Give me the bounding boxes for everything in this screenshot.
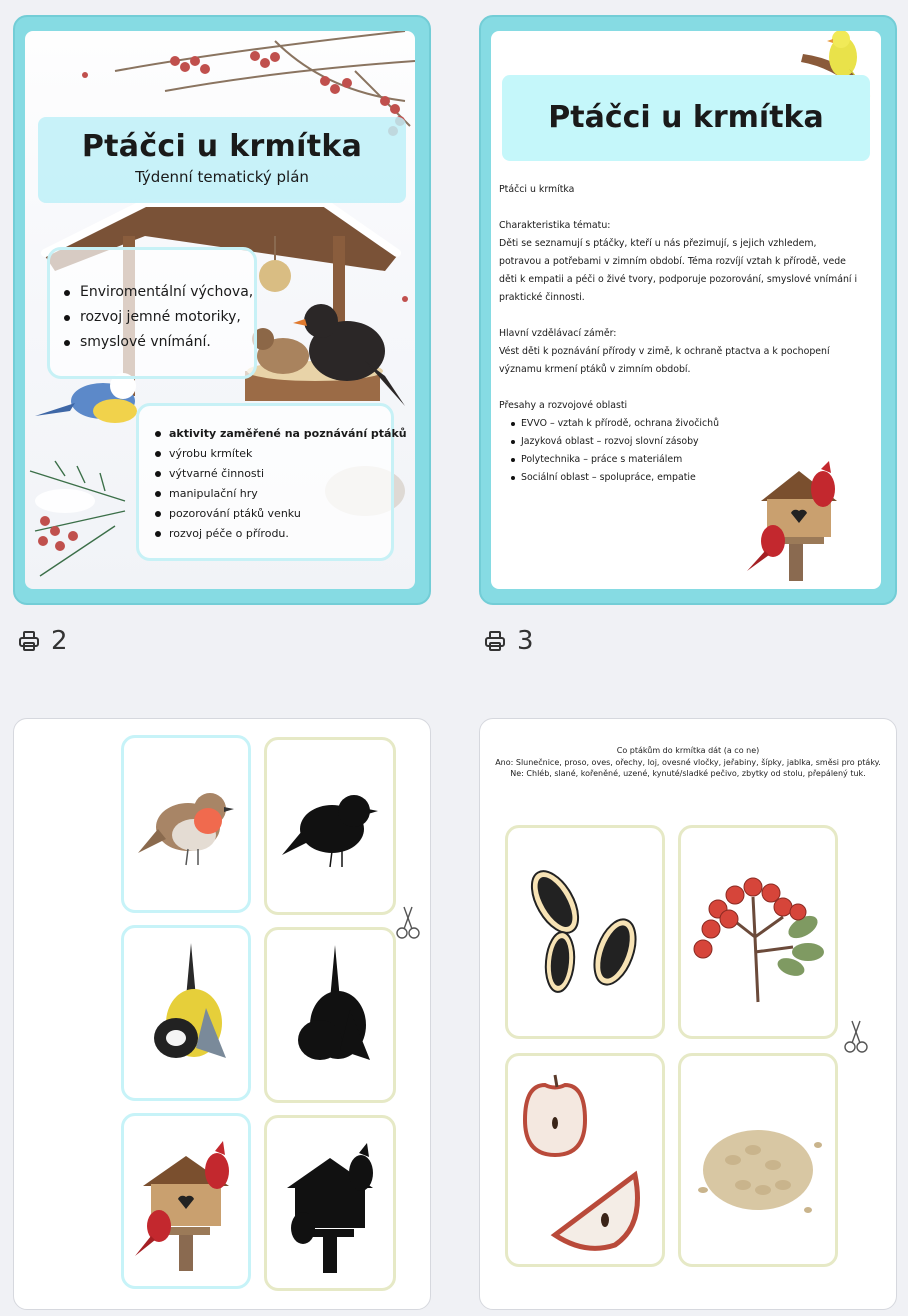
topic-item: Enviromentální výchova, [62,280,254,305]
page-number-3 [483,626,534,656]
char-line: praktické činnosti. [499,292,585,303]
topic-item: smyslové vnímání. [62,330,254,355]
areas-heading: Přesahy a rozvojové oblasti [499,400,628,411]
card-birdhouse-silhouette [264,1115,396,1291]
activity-item: výtvarné činnosti [153,464,391,484]
area-item: EVVO – vztah k přírodě, ochrana živočichů [509,415,873,433]
birdhouse-with-cardinals-icon [739,451,859,581]
area-item: Sociální oblast – spolupráce, empatie [509,469,873,487]
activity-item: rozvoj péče o přírodu. [153,524,391,544]
card-oat-flakes [678,1053,838,1267]
card-great-tit-silhouette [264,927,396,1103]
char-line: Děti se seznamují s ptáčky, kteří u nás přezimují, s jejich vzhledem, [499,238,817,249]
body-title: Ptáčci u krmítka [499,184,575,195]
page-title: Ptáčci u krmítka [81,129,363,164]
card-apple [505,1053,665,1267]
food-heading-line: Ne: Chléb, slané, kořeněné, uzené, kynuté/sladké pečivo, zbytky od stolu, přepálený tuk. [510,769,866,778]
title-box [502,75,870,161]
page-number-label: 2 [51,626,68,656]
apple-icon [515,1065,655,1255]
card-rowan-berries [678,825,838,1039]
page-number-2 [17,626,68,656]
scissors-icon [394,905,422,941]
area-item: Jazyková oblast – rozvoj slovní zásoby [509,433,873,451]
robin-silhouette-icon [280,781,380,871]
page-thumbnail-2[interactable] [13,15,431,605]
activity-item: manipulační hry [153,484,391,504]
food-heading-line: Co ptákům do krmítka dát (a co ne) [616,746,760,755]
great-tit-icon [136,938,236,1088]
area-item: Polytechnika – práce s materiálem [509,451,873,469]
page-thumbnail-4[interactable] [13,718,431,1310]
card-robin [121,735,251,913]
page-number-label: 3 [517,626,534,656]
char-line: děti k empatii a péči o živé tvory, podporuje pozorování, smyslové vnímání i [499,274,858,285]
food-heading-line: Ano: Slunečnice, proso, oves, ořechy, loj, ovesné vločky, jeřabiny, šípky, jablka, směsi pro ptáky. [495,757,881,767]
title-box [38,117,406,203]
great-tit-silhouette-icon [280,940,380,1090]
page-2-canvas [25,31,415,589]
oat-flakes-icon [683,1090,833,1230]
char-heading: Charakteristika tématu: [499,220,611,231]
birdhouse-icon [131,1131,241,1271]
activity-item: výrobu krmítek [153,444,391,464]
goal-line: Vést děti k poznávání přírody v zimě, k ochraně ptactva a k pochopení [499,346,830,357]
card-great-tit [121,925,251,1101]
robin-icon [136,779,236,869]
topic-item: rozvoj jemné motoriky, [62,305,254,330]
activity-item: aktivity zaměřené na poznávání ptáků [153,424,391,444]
goal-line: významu krmení ptáků v zimním období. [499,364,691,375]
topics-box [47,247,257,379]
card-robin-silhouette [264,737,396,915]
page-title: Ptáčci u krmítka [548,100,824,135]
card-sunflower-seeds [505,825,665,1039]
char-line: potravou a potřebami v zimním období. Téma rozvíjí vztah k přírodě, vede [499,256,846,267]
activities-box [136,403,407,561]
page-thumbnail-5[interactable] [479,718,897,1310]
card-birdhouse [121,1113,251,1289]
page-3-canvas [491,31,881,589]
print-icon[interactable] [17,629,41,653]
rowan-berries-icon [683,857,833,1007]
theme-description [499,181,873,487]
sunflower-seeds-icon [515,862,655,1002]
birdhouse-silhouette-icon [275,1133,385,1273]
print-icon[interactable] [483,629,507,653]
goal-heading: Hlavní vzdělávací záměr: [499,328,617,339]
scissors-icon [842,1019,870,1055]
page-thumbnail-3[interactable] [479,15,897,605]
food-guidance [480,745,896,780]
activity-item: pozorování ptáků venku [153,504,391,524]
page-subtitle: Týdenní tematický plán [135,168,309,186]
